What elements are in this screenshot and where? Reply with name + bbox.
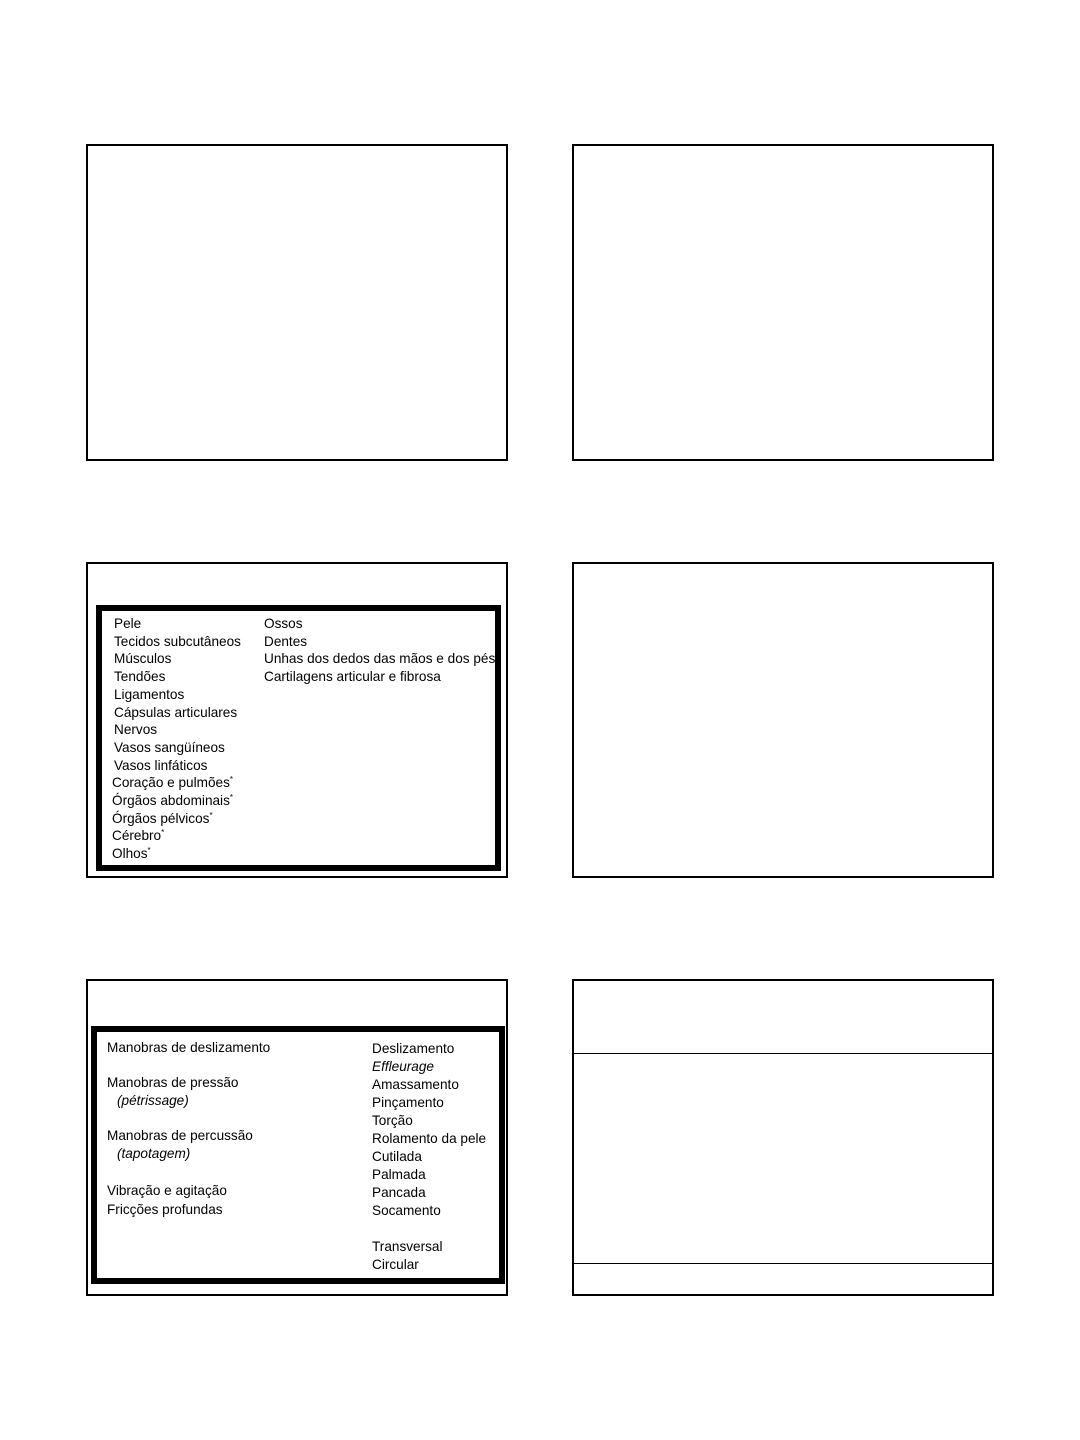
category-item: Manobras de pressão [107, 1075, 239, 1091]
tissue-item: Vasos sangüíneos [114, 739, 225, 755]
slide-5 [86, 979, 508, 1296]
category-subtitle: (pétrissage) [117, 1093, 189, 1109]
asterisk-mark: * [161, 828, 165, 838]
technique-item: Palmada [372, 1167, 426, 1182]
tissue-item: Tendões [114, 669, 166, 685]
tissue-item: Órgãos pélvicos* [112, 810, 213, 826]
massage-table [91, 1026, 505, 1284]
technique-item: Rolamento da pele [372, 1131, 487, 1146]
slide-1 [86, 144, 508, 461]
asterisk-mark: * [229, 775, 234, 785]
category-item: Manobras de percussão [107, 1128, 253, 1144]
tissue-item: Órgãos abdominais* [112, 793, 234, 809]
tissue-table [96, 605, 501, 871]
tissue-item: Dentes [264, 633, 308, 649]
tissue-item: Tecidos subcutâneos [114, 633, 241, 649]
category-item: Manobras de deslizamento [107, 1040, 271, 1055]
divider-line [574, 1053, 992, 1054]
tissue-item: Ligamentos [114, 686, 185, 702]
tissue-item: Nervos [114, 722, 158, 738]
technique-item: Deslizamento [372, 1041, 455, 1056]
category-item: Vibração e agitação [107, 1183, 227, 1199]
slide-4 [572, 562, 994, 878]
tissue-item: Pele [114, 616, 142, 631]
tissue-item: Músculos [114, 651, 172, 667]
divider-line [574, 1263, 992, 1264]
tissue-item: Vasos linfáticos [114, 757, 208, 773]
technique-item: Amassamento [372, 1077, 459, 1092]
technique-item: Socamento [372, 1203, 441, 1218]
technique-item: Pancada [372, 1185, 426, 1200]
technique-item: Cutilada [372, 1149, 422, 1164]
tissue-item: Olhos* [112, 846, 151, 862]
technique-item: Circular [372, 1257, 419, 1272]
tissue-item: Cápsulas articulares [114, 704, 238, 720]
technique-item: Transversal [372, 1239, 443, 1254]
asterisk-mark: * [147, 846, 151, 856]
slide-6 [572, 979, 994, 1296]
maneuver-categories [107, 1039, 270, 1219]
tissue-list-left [114, 615, 241, 863]
tissue-item: Cérebro* [112, 828, 165, 844]
category-item: Fricções profundas [107, 1201, 223, 1217]
technique-list [372, 1040, 486, 1274]
tissue-item: Unhas dos dedos das mãos e dos pés [264, 651, 496, 667]
tissue-item: Ossos [264, 616, 303, 631]
slide-2 [572, 144, 994, 461]
tissue-item: Cartilagens articular e fibrosa [264, 669, 441, 685]
tissue-item: Coração e pulmões* [112, 775, 234, 791]
slide-3 [86, 562, 508, 878]
technique-item: Torção [372, 1113, 413, 1128]
category-subtitle: (tapotagem) [117, 1146, 191, 1162]
technique-item: Effleurage [372, 1059, 434, 1074]
tissue-list-right [264, 615, 495, 686]
asterisk-mark: * [229, 793, 234, 803]
technique-item: Pinçamento [372, 1095, 444, 1110]
asterisk-mark: * [209, 810, 213, 820]
